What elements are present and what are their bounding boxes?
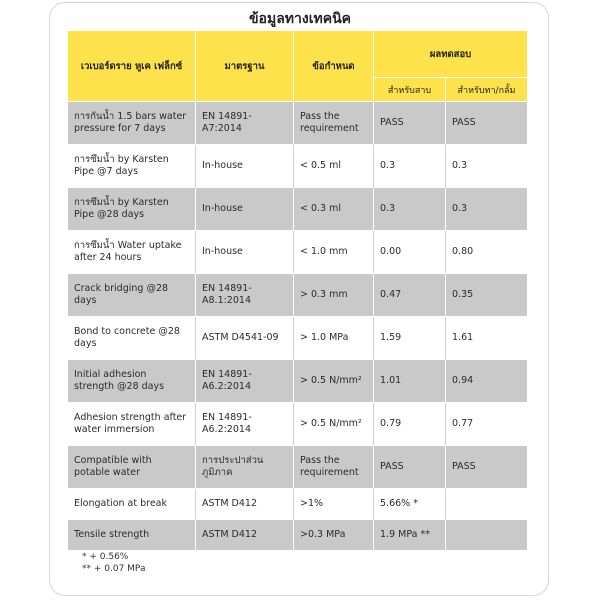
cell-standard: EN 14891-A8.1:2014 [196,274,294,317]
page-title: ข้อมูลทางเทคนิค [248,11,352,27]
cell-requirement: >1% [294,489,374,520]
cell-test: Crack bridging @28 days [68,274,196,317]
header-bathroom: สำหรับสาบ [374,78,446,102]
header-tank: สำหรับทา/กลั้ม [446,78,528,102]
cell-bath: 0.00 [374,231,446,274]
cell-bath: 1.9 MPa ** [374,520,446,551]
cell-test: Compatible with potable water [68,446,196,489]
footnote-2: ** + 0.07 MPa [82,564,146,574]
cell-tank: 0.94 [446,360,528,403]
cell-tank: 1.61 [446,317,528,360]
cell-requirement: < 0.3 ml [294,188,374,231]
table-row [68,231,528,274]
table-row [68,274,528,317]
cell-requirement: > 1.0 MPa [294,317,374,360]
cell-test: Adhesion strength after water immersion [68,403,196,446]
table-row [68,360,528,403]
cell-standard: In-house [196,188,294,231]
cell-test: Elongation at break [68,489,196,520]
cell-requirement: < 0.5 ml [294,145,374,188]
table-row [68,188,528,231]
cell-tank: 0.35 [446,274,528,317]
cell-tank [446,489,528,520]
cell-bath: 5.66% * [374,489,446,520]
cell-standard: การประปาส่วนภูมิภาค [196,446,294,489]
cell-requirement: > 0.5 N/mm² [294,360,374,403]
cell-bath: 0.3 [374,188,446,231]
cell-test: การซึมน้ำ by Karsten Pipe @7 days [68,145,196,188]
cell-bath: PASS [374,102,446,145]
header-result: ผลทดสอบ [374,31,528,78]
cell-requirement: > 0.3 mm [294,274,374,317]
cell-standard: ASTM D412 [196,520,294,551]
cell-test: การซึมน้ำ by Karsten Pipe @28 days [68,188,196,231]
header-test: เวเบอร์ดราย หูเค เฟล็กซ์ [68,31,196,102]
cell-test: Bond to concrete @28 days [68,317,196,360]
cell-bath: 0.47 [374,274,446,317]
cell-standard: ASTM D412 [196,489,294,520]
cell-tank: 0.77 [446,403,528,446]
cell-bath: PASS [374,446,446,489]
cell-bath: 0.79 [374,403,446,446]
table-row [68,317,528,360]
cell-bath: 1.01 [374,360,446,403]
table-row [68,102,528,145]
footnote-1: * + 0.56% [82,552,129,562]
cell-requirement: Pass the requirement [294,446,374,489]
cell-test: การซึมน้ำ Water uptake after 24 hours [68,231,196,274]
cell-tank: 0.3 [446,145,528,188]
cell-standard: ASTM D4541-09 [196,317,294,360]
table-row [68,489,528,520]
cell-bath: 0.3 [374,145,446,188]
cell-tank: PASS [446,102,528,145]
technical-data-table [68,31,528,551]
cell-standard: EN 14891-A7:2014 [196,102,294,145]
header-standard: มาตรฐาน [196,31,294,102]
cell-bath: 1.59 [374,317,446,360]
cell-requirement: >0.3 MPa [294,520,374,551]
cell-standard: In-house [196,145,294,188]
header-requirement: ข้อกำหนด [294,31,374,102]
cell-tank [446,520,528,551]
cell-standard: In-house [196,231,294,274]
table-row [68,520,528,551]
table-row [68,145,528,188]
cell-tank: PASS [446,446,528,489]
table-row [68,446,528,489]
cell-test: Tensile strength [68,520,196,551]
footnotes [82,551,145,575]
cell-test: Initial adhesion strength @28 days [68,360,196,403]
cell-requirement: < 1.0 mm [294,231,374,274]
cell-requirement: > 0.5 N/mm² [294,403,374,446]
cell-tank: 0.80 [446,231,528,274]
table-row [68,403,528,446]
cell-tank: 0.3 [446,188,528,231]
cell-requirement: Pass the requirement [294,102,374,145]
cell-standard: EN 14891-A6.2:2014 [196,360,294,403]
cell-test: การกันน้ำ 1.5 bars water pressure for 7 days [68,102,196,145]
cell-standard: EN 14891-A6.2:2014 [196,403,294,446]
